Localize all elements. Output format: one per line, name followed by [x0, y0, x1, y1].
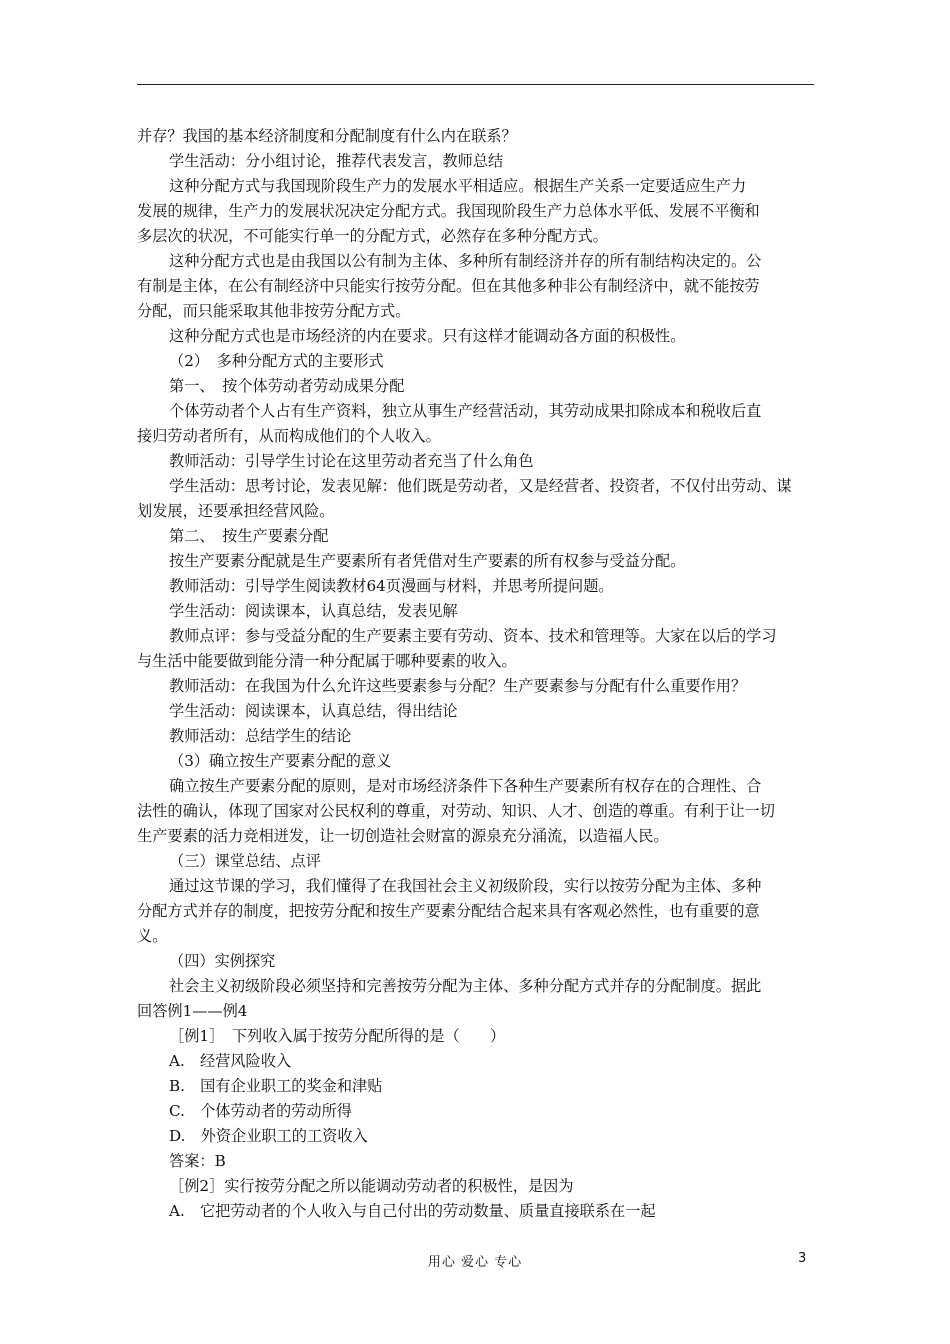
text-line: 教师活动：引导学生讨论在这里劳动者充当了什么角色 [169, 452, 534, 470]
text-line: A. 它把劳动者的个人收入与自己付出的劳动数量、质量直接联系在一起 [169, 1202, 656, 1220]
text-line: 发展的规律，生产力的发展状况决定分配方式。我国现阶段生产力总体水平低、发展不平衡和 [137, 202, 760, 220]
text-line: 分配方式并存的制度，把按劳分配和按生产要素分配结合起来具有客观必然性，也有重要的意 [137, 902, 760, 920]
text-line: 第一、 按个体劳动者劳动成果分配 [169, 377, 405, 395]
text-line: B. 国有企业职工的奖金和津贴 [169, 1077, 383, 1095]
text-line: 生产要素的活力竞相迸发，让一切创造社会财富的源泉充分涌流，以造福人民。 [137, 827, 669, 845]
text-line: （四）实例探究 [169, 952, 276, 970]
text-line: 个体劳动者个人占有生产资料，独立从事生产经营活动，其劳动成果扣除成本和税收后直 [169, 402, 762, 420]
text-line: 这种分配方式与我国现阶段生产力的发展水平相适应。根据生产关系一定要适应生产力 [169, 177, 747, 195]
header-rule [137, 84, 814, 85]
text-line: 与生活中能要做到能分清一种分配属于哪种要素的收入。 [137, 652, 517, 670]
text-line: 答案：B [169, 1152, 226, 1170]
text-line: D. 外资企业职工的工资收入 [169, 1127, 368, 1145]
text-line: 教师活动：在我国为什么允许这些要素参与分配？生产要素参与分配有什么重要作用？ [169, 677, 747, 695]
text-line: ［例1］ 下列收入属于按劳分配所得的是（ ） [169, 1027, 506, 1045]
document-body [137, 124, 814, 1224]
footer-slogan: 用心 爱心 专心 [427, 1255, 523, 1270]
text-line: 学生活动：阅读课本，认真总结，发表见解 [169, 602, 458, 620]
text-line: 学生活动：阅读课本，认真总结，得出结论 [169, 702, 458, 720]
text-line: ［例2］实行按劳分配之所以能调动劳动者的积极性，是因为 [169, 1177, 574, 1195]
text-line: 多层次的状况，不可能实行单一的分配方式，必然存在多种分配方式。 [137, 227, 608, 245]
text-line: 学生活动：思考讨论，发表见解：他们既是劳动者，又是经营者、投资者，不仅付出劳动、谋 [169, 477, 792, 495]
text-line: C. 个体劳动者的劳动所得 [169, 1102, 352, 1120]
text-line: 这种分配方式也是市场经济的内在要求。只有这样才能调动各方面的积极性。 [169, 327, 686, 345]
text-line: （3）确立按生产要素分配的意义 [169, 752, 392, 770]
text-line: 分配，而只能采取其他非按劳分配方式。 [137, 302, 411, 320]
text-line: 按生产要素分配就是生产要素所有者凭借对生产要素的所有权参与受益分配。 [169, 552, 686, 570]
text-line: 通过这节课的学习，我们懂得了在我国社会主义初级阶段，实行以按劳分配为主体、多种 [169, 877, 762, 895]
text-line: 第二、 按生产要素分配 [169, 527, 329, 545]
text-line: 教师活动：引导学生阅读教材64页漫画与材料，并思考所提问题。 [169, 577, 614, 595]
text-line: （三）课堂总结、点评 [169, 852, 321, 870]
text-line: 接归劳动者所有，从而构成他们的个人收入。 [137, 427, 441, 445]
text-line: 确立按生产要素分配的原则，是对市场经济条件下各种生产要素所有权存在的合理性、合 [169, 777, 762, 795]
text-line: 义。 [137, 927, 168, 945]
text-line: 教师点评：参与受益分配的生产要素主要有劳动、资本、技术和管理等。大家在以后的学习 [169, 627, 777, 645]
text-line: 教师活动：总结学生的结论 [169, 727, 352, 745]
page-number: 3 [798, 1251, 807, 1266]
text-line: 划发展，还要承担经营风险。 [137, 502, 335, 520]
text-line: 法性的确认，体现了国家对公民权利的尊重，对劳动、知识、人才、创造的尊重。有利于让一切 [137, 802, 775, 820]
text-line: 这种分配方式也是由我国以公有制为主体、多种所有制经济并存的所有制结构决定的。公 [169, 252, 762, 270]
text-line: 有制是主体，在公有制经济中只能实行按劳分配。但在其他多种非公有制经济中，就不能按劳 [137, 277, 760, 295]
text-line: 回答例1——例4 [137, 1002, 248, 1020]
text-line: 并存？我国的基本经济制度和分配制度有什么内在联系？ [137, 127, 517, 145]
text-line: 学生活动：分小组讨论，推荐代表发言，教师总结 [169, 152, 504, 170]
text-line: A. 经营风险收入 [169, 1052, 292, 1070]
text-line: （2） 多种分配方式的主要形式 [169, 352, 384, 370]
text-line: 社会主义初级阶段必须坚持和完善按劳分配为主体、多种分配方式并存的分配制度。据此 [169, 977, 762, 995]
